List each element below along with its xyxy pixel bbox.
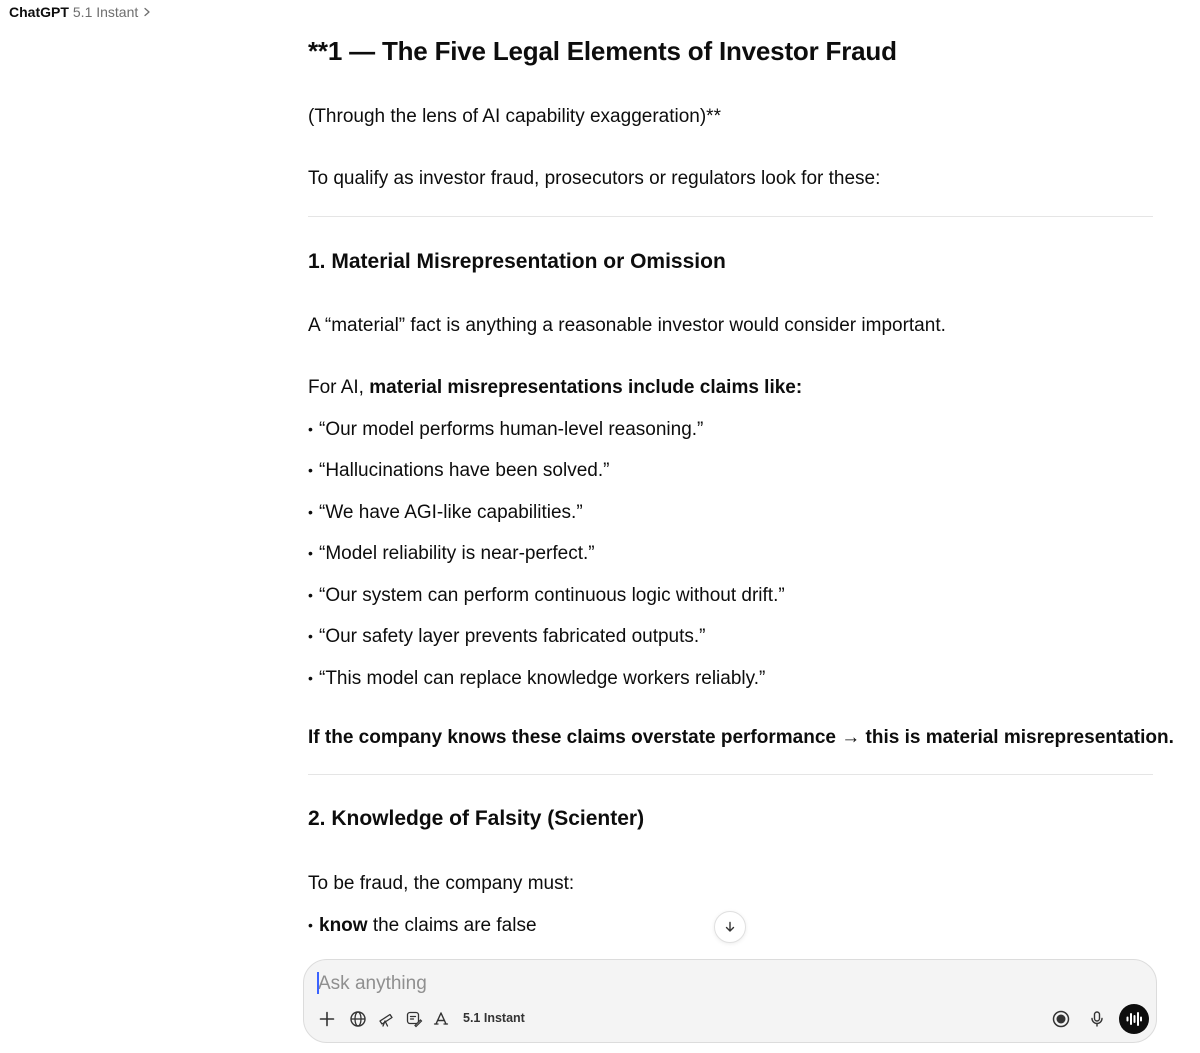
microphone-icon	[1088, 1010, 1106, 1028]
canvas-icon	[405, 1010, 423, 1028]
claims-prefix: For AI,	[308, 377, 370, 398]
section-heading: 1. Material Misrepresentation or Omission	[308, 250, 726, 273]
bullet-icon: •	[308, 545, 313, 561]
bullet-icon: •	[308, 628, 313, 644]
list-item-text: “Model reliability is near-perfect.”	[319, 543, 595, 564]
claims-bold: material misrepresentations include claims like:	[369, 377, 803, 398]
scroll-to-bottom-button[interactable]	[714, 911, 746, 943]
bullet-icon: •	[308, 670, 313, 686]
claims-intro	[308, 376, 802, 400]
divider	[308, 216, 1153, 217]
list-item-text: “This model can replace knowledge workers reliably.”	[319, 668, 766, 689]
list-item-text: the claims are false	[367, 915, 537, 936]
plus-icon	[318, 1010, 336, 1028]
list-item	[308, 417, 703, 442]
bullet-icon: •	[308, 462, 313, 478]
text-caret	[317, 972, 319, 994]
list-item-text: “Our model performs human-level reasoning.”	[319, 419, 704, 440]
list-item-text: “Our system can perform continuous logic without drift.”	[319, 585, 785, 606]
record-icon	[1051, 1009, 1071, 1029]
list-item	[308, 624, 706, 649]
record-button[interactable]	[1049, 1007, 1073, 1031]
message-subtitle: (Through the lens of AI capability exaggeration)**	[308, 106, 721, 127]
divider	[308, 774, 1153, 775]
model-version: 5.1 Instant	[72, 4, 139, 20]
bullet-icon: •	[308, 917, 313, 933]
section-heading: 2. Knowledge of Falsity (Scienter)	[308, 807, 645, 830]
voice-mode-button[interactable]	[1119, 1004, 1149, 1034]
chevron-right-icon	[142, 7, 152, 17]
deep-research-button[interactable]	[374, 1007, 398, 1031]
telescope-icon	[377, 1010, 395, 1028]
globe-icon	[349, 1010, 367, 1028]
apps-icon	[432, 1010, 450, 1028]
list-item	[308, 458, 609, 483]
message-title: **1 — The Five Legal Elements of Investor Fraud	[308, 36, 897, 66]
list-item-text: “Hallucinations have been solved.”	[319, 460, 610, 481]
list-item	[308, 500, 583, 525]
model-switcher[interactable]	[9, 3, 152, 21]
voice-mode-icon	[1125, 1011, 1143, 1027]
arrow-down-icon	[723, 920, 737, 934]
bullet-icon: •	[308, 587, 313, 603]
list-item-text: “We have AGI-like capabilities.”	[319, 502, 583, 523]
canvas-button[interactable]	[402, 1007, 426, 1031]
prompt-input[interactable]	[318, 971, 1018, 997]
apps-button[interactable]	[429, 1007, 453, 1031]
brand-name: ChatGPT	[9, 4, 69, 20]
intro-paragraph: To qualify as investor fraud, prosecutors or regulators look for these:	[308, 168, 881, 189]
conclusion-paragraph: If the company knows these claims overstate performance → this is material misrepresentation.	[308, 727, 1174, 748]
list-item	[308, 913, 537, 938]
list-item-bold: know	[319, 915, 368, 936]
web-search-button[interactable]	[346, 1007, 370, 1031]
definition-paragraph: A “material” fact is anything a reasonable investor would consider important.	[308, 315, 946, 336]
add-attachment-button[interactable]	[315, 1007, 339, 1031]
list-item-text: “Our safety layer prevents fabricated outputs.”	[319, 626, 706, 647]
model-selector[interactable]: 5.1 Instant	[463, 1011, 525, 1025]
dictation-button[interactable]	[1085, 1007, 1109, 1031]
list-item	[308, 583, 785, 608]
list-item	[308, 666, 765, 691]
section-intro: To be fraud, the company must:	[308, 873, 575, 894]
bullet-icon: •	[308, 421, 313, 437]
list-item	[308, 541, 595, 566]
bullet-icon: •	[308, 504, 313, 520]
top-bar	[0, 0, 1200, 34]
